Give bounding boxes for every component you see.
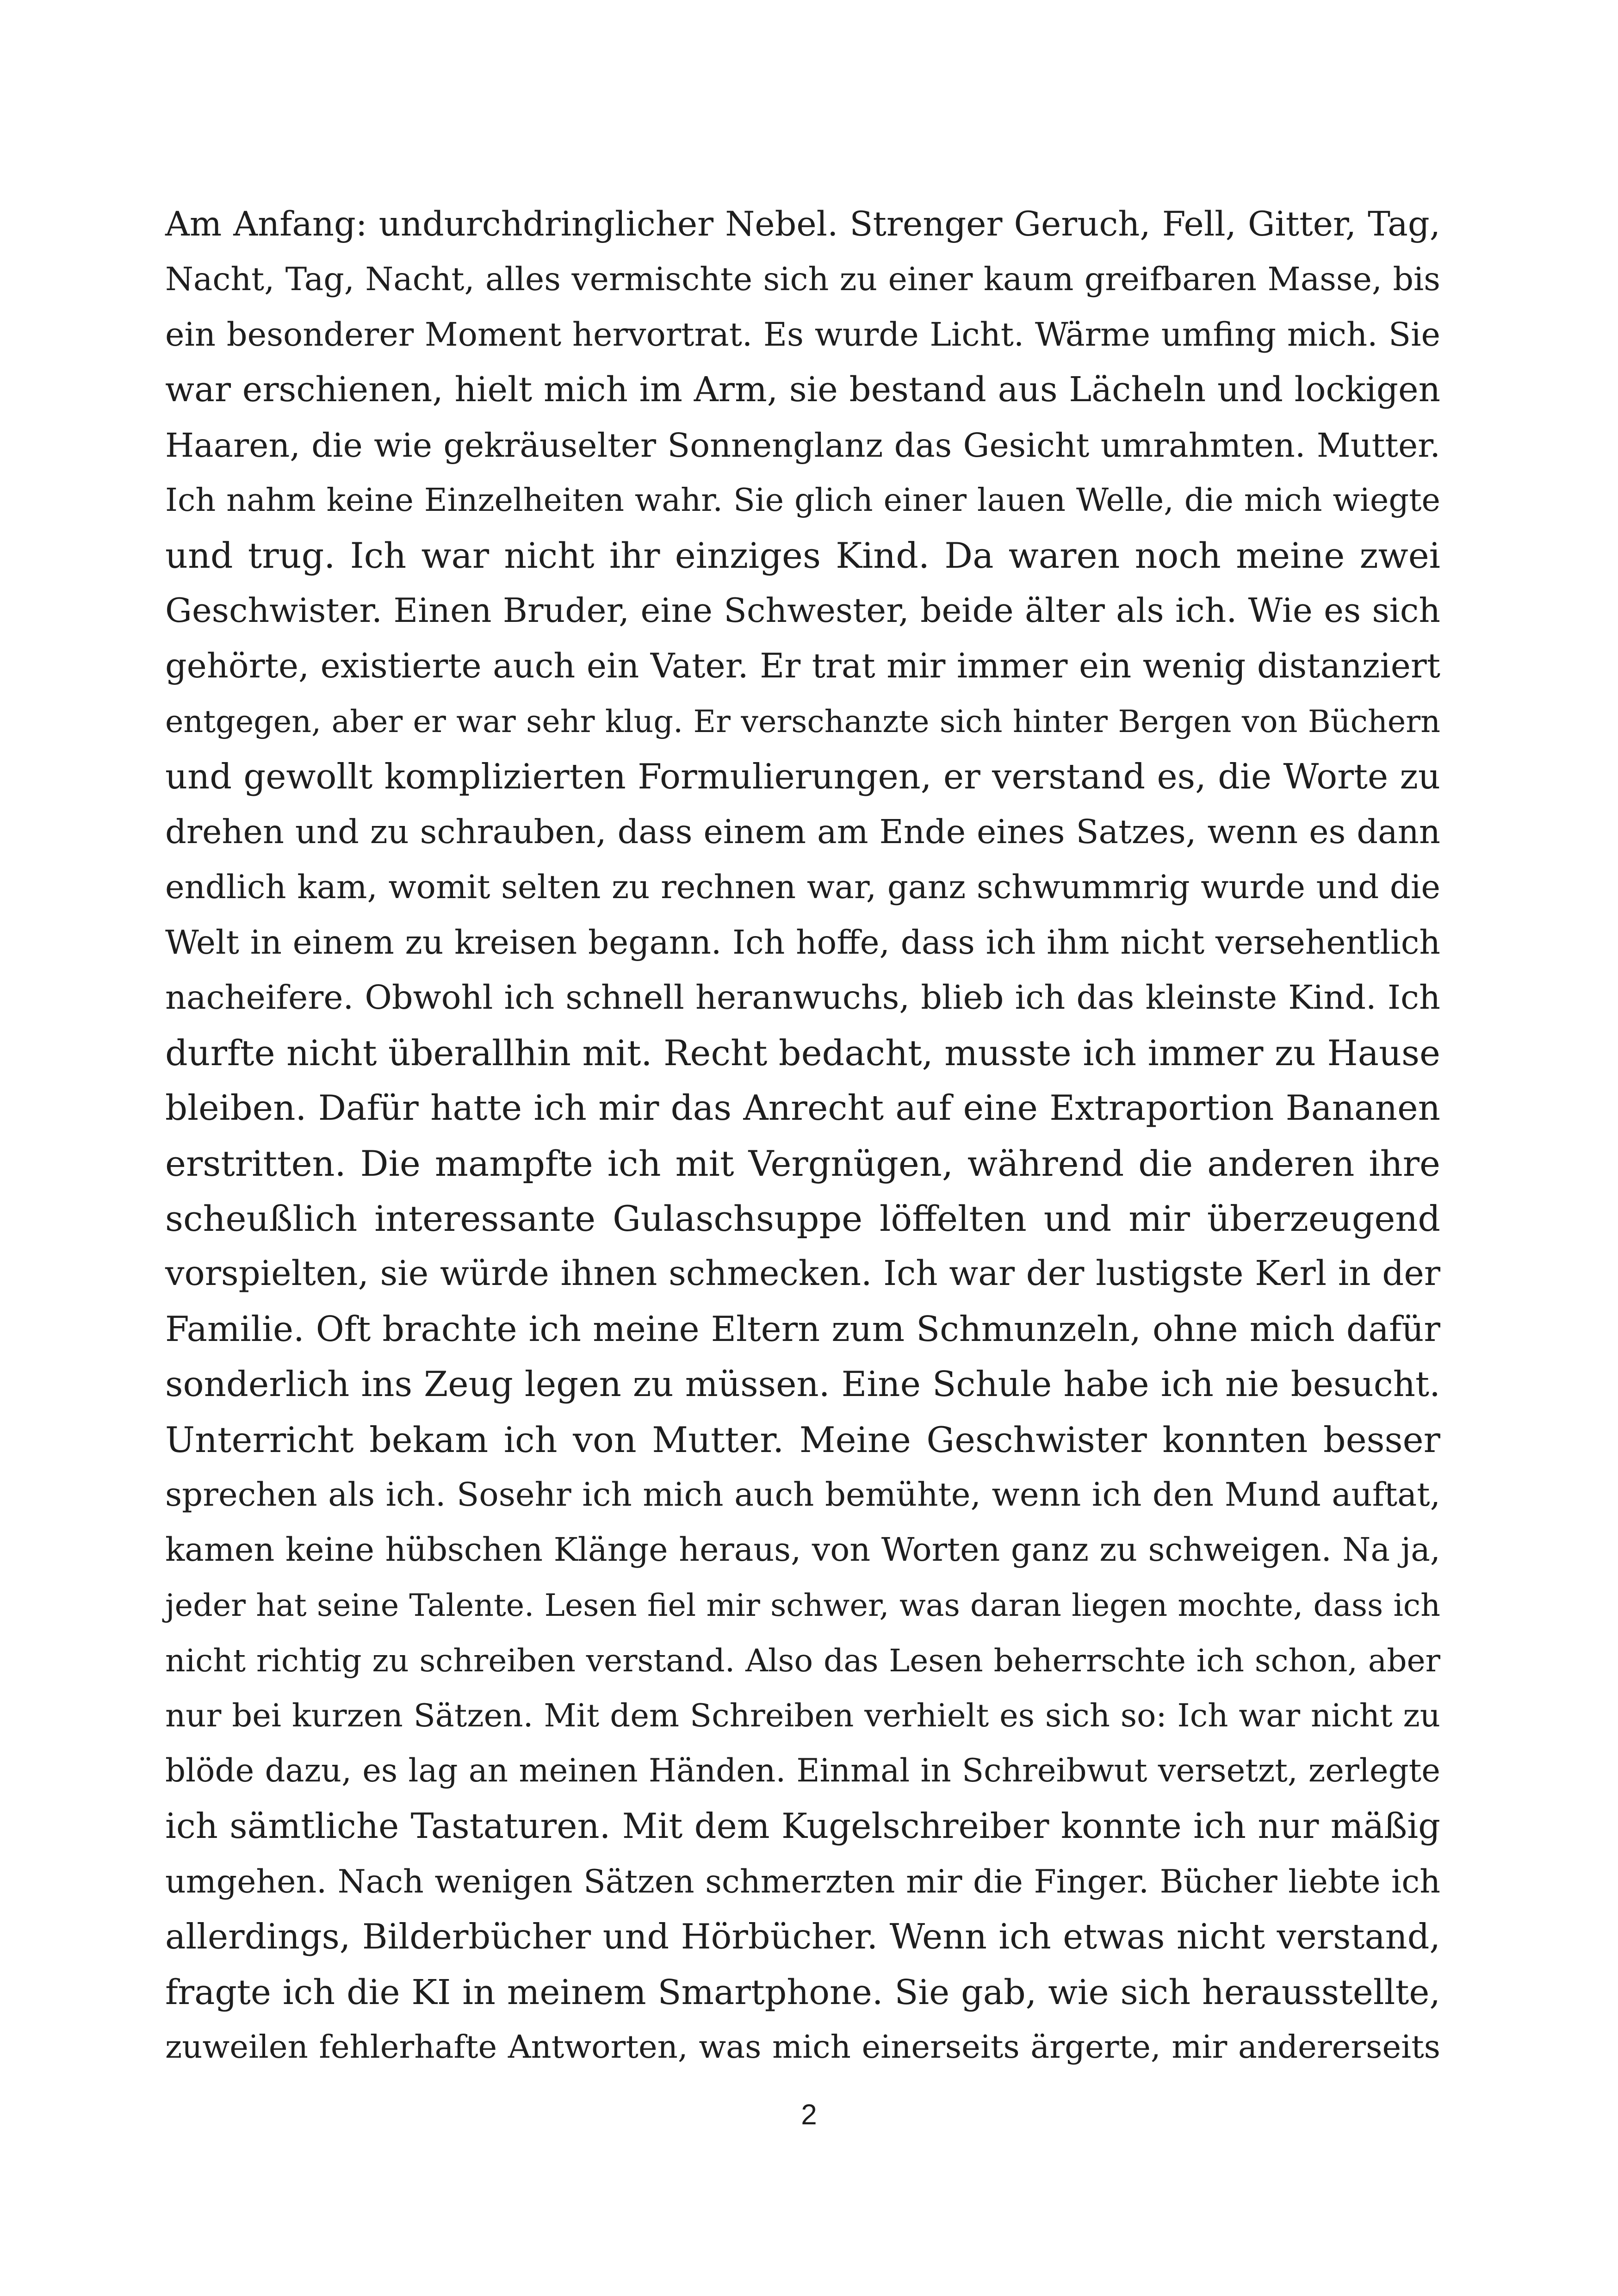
text-line: blöde dazu, es lag an meinen Händen. Einmal in Schreibwut versetzt, zerlegte — [165, 1752, 1440, 1789]
text-line: Nacht, Tag, Nacht, alles vermischte sich zu einer kaum greifbaren Masse, bis — [165, 261, 1440, 298]
text-line: ich sämtliche Tastaturen. Mit dem Kugelschreiber konnte ich nur mäßig — [165, 1806, 1440, 1847]
text-line: zuweilen fehlerhafte Antworten, was mich einerseits ärgerte, mir andererseits — [165, 2028, 1440, 2066]
page-number: 2 — [801, 2099, 817, 2131]
text-line: bleiben. Dafür hatte ich mir das Anrecht auf eine Extraportion Bananen — [165, 1087, 1440, 1129]
text-line: sprechen als ich. Sosehr ich mich auch bemühte, wenn ich den Mund auftat, — [165, 1475, 1440, 1514]
text-line: Familie. Oft brachte ich meine Eltern zum Schmunzeln, ohne mich dafür — [165, 1309, 1440, 1349]
text-line: nur bei kurzen Sätzen. Mit dem Schreiben verhielt es sich so: Ich war nicht zu — [165, 1697, 1440, 1734]
text-line: Am Anfang: undurchdringlicher Nebel. Strenger Geruch, Fell, Gitter, Tag, — [165, 205, 1440, 244]
text-line: fragte ich die KI in meinem Smartphone. Sie gab, wie sich herausstellte, — [165, 1972, 1440, 2012]
text-line: sonderlich ins Zeug legen zu müssen. Eine Schule habe ich nie besucht. — [165, 1364, 1440, 1405]
text-line: nicht richtig zu schreiben verstand. Also das Lesen beherrschte ich schon, aber — [165, 1642, 1440, 1679]
text-line: drehen und zu schrauben, dass einem am Ende eines Satzes, wenn es dann — [165, 813, 1440, 851]
text-line: Haaren, die wie gekräuselter Sonnenglanz das Gesicht umrahmten. Mutter. — [165, 426, 1440, 465]
text-line: nacheifere. Obwohl ich schnell heranwuchs, blieb ich das kleinste Kind. Ich — [165, 978, 1440, 1017]
text-line: endlich kam, womit selten zu rechnen war, ganz schwummrig wurde und die — [165, 868, 1440, 906]
text-line: und gewollt komplizierten Formulierungen, er verstand es, die Worte zu — [165, 756, 1440, 797]
text-line: Unterricht bekam ich von Mutter. Meine Geschwister konnten besser — [165, 1419, 1440, 1460]
text-line: erstritten. Die mampfte ich mit Vergnügen, während die anderen ihre — [165, 1142, 1440, 1184]
text-line: war erschienen, hielt mich im Arm, sie bestand aus Lächeln und lockigen — [165, 370, 1440, 410]
text-line: Welt in einem zu kreisen begann. Ich hoffe, dass ich ihm nicht versehentlich — [165, 923, 1440, 962]
text-line: allerdings, Bilderbücher und Hörbücher. Wenn ich etwas nicht verstand, — [165, 1917, 1440, 1957]
text-line: und trug. Ich war nicht ihr einziges Kind. Da waren noch meine zwei — [165, 535, 1440, 577]
text-line: gehörte, existierte auch ein Vater. Er trat mir immer ein wenig distanziert — [165, 646, 1440, 686]
text-line: jeder hat seine Talente. Lesen fiel mir schwer, was daran liegen mochte, dass ich — [165, 1587, 1440, 1623]
text-line: entgegen, aber er war sehr klug. Er verschanzte sich hinter Bergen von Büchern — [165, 703, 1440, 739]
text-line: Geschwister. Einen Bruder, eine Schwester, beide älter als ich. Wie es sich — [165, 591, 1440, 630]
body-paragraph — [165, 197, 1440, 2075]
text-line: vorspielten, sie würde ihnen schmecken. Ich war der lustigste Kerl in der — [165, 1254, 1440, 1294]
text-line: ein besonderer Moment hervortrat. Es wurde Licht. Wärme umfing mich. Sie — [165, 315, 1440, 354]
text-line: durfte nicht überallhin mit. Recht bedacht, musste ich immer zu Hause — [165, 1032, 1440, 1074]
text-line: kamen keine hübschen Klänge heraus, von Worten ganz zu schweigen. Na ja, — [165, 1531, 1440, 1569]
text-line: umgehen. Nach wenigen Sätzen schmerzten mir die Finger. Bücher liebte ich — [165, 1862, 1440, 1900]
text-line: scheußlich interessante Gulaschsuppe löffelten und mir überzeugend — [165, 1198, 1440, 1240]
text-line: Ich nahm keine Einzelheiten wahr. Sie glich einer lauen Welle, die mich wiegte — [165, 482, 1440, 519]
